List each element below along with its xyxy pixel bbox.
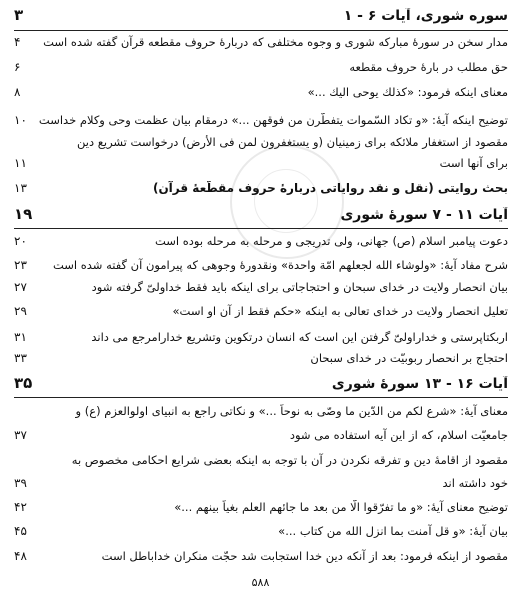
toc-entry-text: معنای آیهٔ: «شرع لكم من الدّين ما وصّى به نوحاً ...» و نكاتى راجع به انبیای اولوالعزم (ع) و (75, 404, 508, 418)
page-ref: ۲۰ (14, 234, 27, 248)
page-ref: ۱۰ (14, 113, 27, 127)
section-heading (14, 6, 508, 24)
toc-entry (14, 428, 508, 442)
toc-entry (14, 85, 508, 99)
toc-entry (14, 549, 508, 563)
page-ref: ۳۱ (14, 330, 27, 344)
page-ref: ۲۹ (14, 304, 27, 318)
section-divider (14, 30, 508, 31)
section-heading (14, 205, 508, 223)
toc-entry (14, 60, 508, 74)
toc-entry (14, 330, 508, 344)
section-divider (14, 228, 508, 229)
page-ref: ۳ (14, 6, 24, 24)
toc-entry (14, 476, 508, 490)
toc-entry (14, 280, 508, 294)
toc-entry-text: دعوت پیامبر اسلام (ص) جهانی، ولی تدریجی و مرحله به مرحله بوده است (154, 234, 508, 248)
toc-entry-text: شرح مفاد آيهٔ: «ولوشاء الله لجعلهم امّة واحدة» ونقدورهٔ وجوهی که پیرامون آن گفته شده است (52, 258, 508, 272)
page-ref: ۸ (14, 85, 21, 99)
section-heading-title: آیات ۱۶ - ۱۳ سورهٔ شوری (331, 376, 508, 392)
page-ref: ۳۳ (14, 351, 27, 365)
page-ref: ۶ (14, 60, 21, 74)
toc-entry (14, 156, 508, 170)
toc-entry (14, 404, 508, 418)
page-ref: ۴ (14, 35, 21, 49)
toc-entry-text: حق مطلب در بارهٔ حروف مقطعه (349, 60, 508, 74)
page-ref: ۴۲ (14, 500, 27, 514)
toc-entry (14, 524, 508, 538)
page-ref: ۲۷ (14, 280, 27, 294)
toc-entry (14, 500, 508, 514)
toc-entry-text: جامعیّت اسلام، که از این آیه استفاده می شود (289, 428, 508, 442)
toc-entry (14, 304, 508, 318)
page-ref: ۳۷ (14, 428, 27, 442)
toc-entry (14, 351, 508, 365)
toc-entry (14, 234, 508, 248)
section-divider (14, 397, 508, 398)
toc-entry (14, 135, 508, 149)
page-ref: ۳۵ (14, 374, 33, 392)
toc-entry-text: خود داشته اند (442, 476, 508, 490)
page-ref: ۲۳ (14, 258, 27, 272)
page-number: ۵۸۸ (251, 576, 270, 589)
toc-entry-text: توضیح اینکه آیهٔ: «و تكاد السّموات يتفطّرن من فوقهن ...» درمقام بيان عظمت وحى وكلام خداست (38, 113, 508, 127)
toc-entry-text: مقصود از اینکه فرمود: بعد از آنکه دین خدا استجابت شد حجّت منکران خداباطل است (101, 549, 508, 563)
page-ref: ۴۵ (14, 524, 27, 538)
toc-entry-text: بیان انحصار ولایت در خدای سبحان و احتجاجاتی برای اینکه باید فقط خداولیّ گرفته شود (91, 280, 508, 294)
toc-entry-text: احتجاج بر انحصار ربوبیّت در خدای سبحان (310, 351, 508, 365)
toc-entry-bold (14, 181, 508, 195)
page-ref: ۴۸ (14, 549, 27, 563)
page-ref: ۱۹ (14, 205, 33, 223)
section-heading-title: سوره شوری، آیات ۶ - ۱ (343, 8, 508, 24)
section-heading-title: آیات ۱۱ - ۷ سورهٔ شوری (340, 207, 508, 223)
toc-entry-text: تعلیل انحصار ولایت در خدای تعالی به اینکه «حكم فقط از آن او است» (172, 304, 508, 318)
toc-entry-text: مقصود از اقامهٔ دین و تفرقه نکردن در آن با توجه به اینکه بعضی شرایع احکامی مخصوص به (71, 453, 508, 467)
page-ref: ۱۱ (14, 156, 27, 170)
toc-entry (14, 453, 508, 467)
toc-entry-text: بحث روایتی (نقل و نقد روایاتی دربارهٔ حروف مقطّعهٔ قرآن) (152, 181, 508, 195)
toc-entry-text: توضیح معنای آیهٔ: «و ما تفرّقوا الّا من بعد ما جائهم العلم بغياً بينهم ...» (174, 500, 508, 514)
toc-entry-text: برای آنها است (439, 156, 508, 170)
toc-entry-text: اربکتاپرستی و خداراولیّ گرفتن این است که انسان درتکوین وتشریع خدارامرجع می داند (91, 330, 508, 344)
toc-entry (14, 113, 508, 127)
toc-entry-text: مقصود از استغفار ملائکه برای زمینیان (و يستغفرون لمن فى الأرض) درخواست تشريع دين (77, 135, 508, 149)
toc-entry (14, 258, 508, 272)
toc-entry-text: معنای اینکه فرمود: «كذلك يوحى اليك ...» (307, 85, 508, 99)
page-ref: ۳۹ (14, 476, 27, 490)
toc-entry-text: مدار سخن در سورهٔ مبارکه شوری و وجوه مختلفی که دربارهٔ حروف مقطعه قرآن گفته شده است (43, 35, 508, 49)
page-ref: ۱۳ (14, 181, 27, 195)
toc-entry (14, 35, 508, 49)
section-heading (14, 374, 508, 392)
toc-entry-text: بیان آیهٔ: «و قل آمنت بما انزل الله من كتاب ...» (278, 524, 508, 538)
